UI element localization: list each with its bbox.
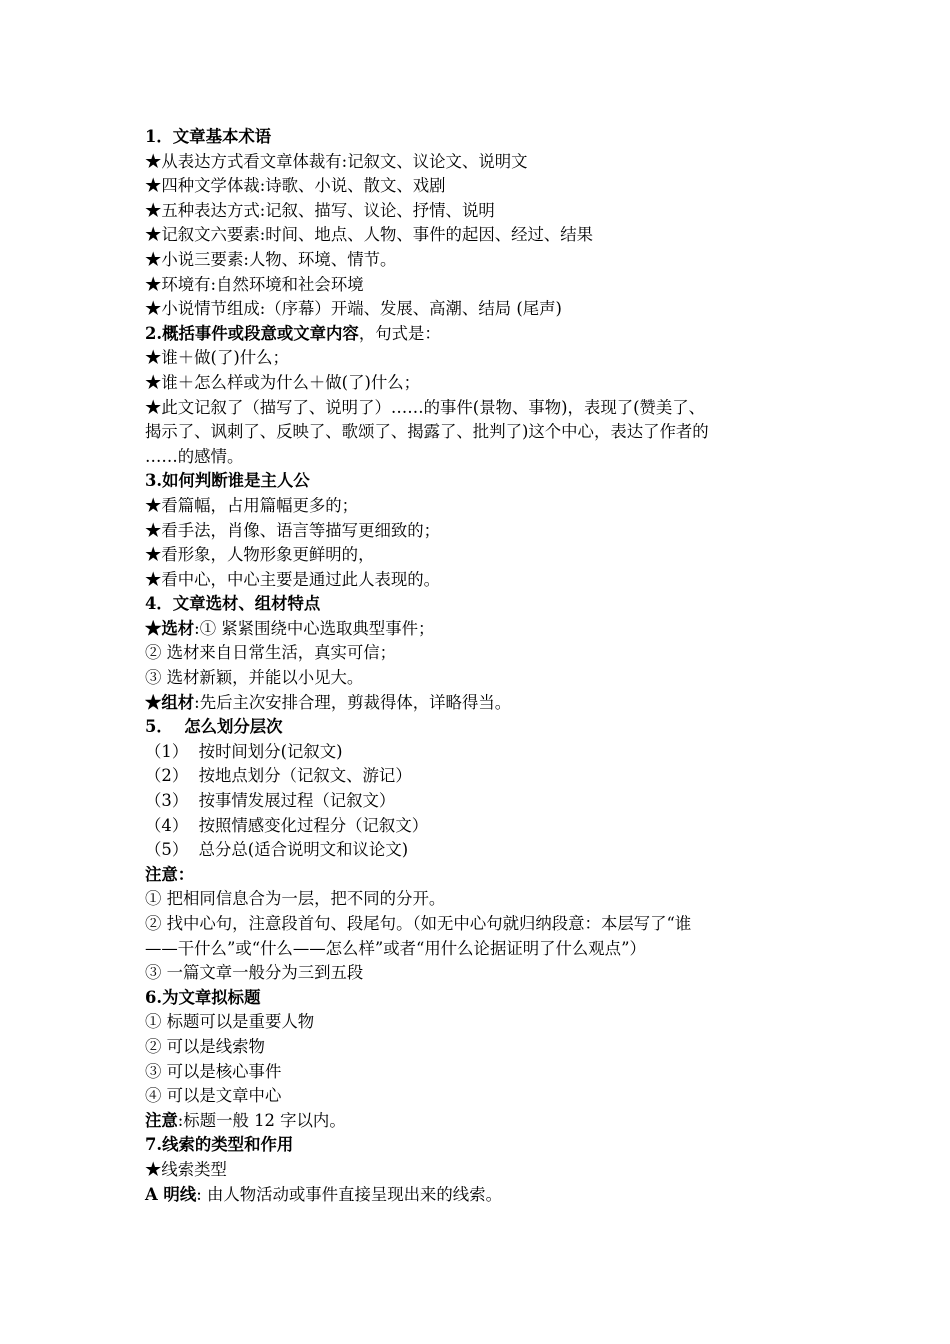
list-item: ④ 可以是文章中心	[145, 1086, 282, 1106]
list-item: （3） 按事情发展过程（记叙文）	[145, 791, 396, 811]
list-item: （2） 按地点划分（记叙文、游记）	[145, 766, 412, 786]
organize-material-line	[145, 691, 825, 716]
list-item: （5） 总分总(适合说明文和议论文)	[145, 840, 409, 860]
section-2-heading	[145, 322, 825, 347]
list-item: ★谁＋做(了)什么；	[145, 348, 289, 368]
organize-material-text: :先后主次安排合理，剪裁得体，详略得当。	[194, 692, 512, 712]
section-4-heading: 4．文章选材、组材特点	[145, 594, 321, 614]
paragraph-line: ★此文记叙了（描写了、说明了）……的事件(景物、事物)，表现了(赞美了、	[145, 397, 706, 417]
paragraph-line: 揭示了、讽刺了、反映了、歌颂了、揭露了、批判了)这个中心，表达了作者的	[145, 422, 709, 442]
section-7-heading: 7.线索的类型和作用	[145, 1135, 294, 1155]
list-item: ① 标题可以是重要人物	[145, 1012, 315, 1032]
explicit-clue-text: : 由人物活动或事件直接呈现出来的线索。	[196, 1184, 502, 1204]
paragraph-line: ……的感情。	[145, 446, 244, 466]
title-note-label: 注意	[145, 1110, 178, 1130]
list-item: ★记叙文六要素:时间、地点、人物、事件的起因、经过、结果	[145, 225, 594, 245]
section-6-heading: 6.为文章拟标题	[145, 987, 261, 1007]
clue-type-subheading: ★线索类型	[145, 1159, 227, 1179]
note-item: ——干什么”或“什么——怎么样”或者“用什么论据证明了什么观点”）	[145, 938, 646, 958]
list-item: ★看中心，中心主要是通过此人表现的。	[145, 569, 441, 589]
list-item: ② 选材来自日常生活，真实可信；	[145, 643, 397, 663]
list-item: （1） 按时间划分(记叙文)	[145, 741, 343, 761]
list-item: ★小说三要素:人物、环境、情节。	[145, 249, 397, 269]
list-item: ③ 可以是核心事件	[145, 1061, 282, 1081]
title-note-line	[145, 1109, 825, 1134]
list-item: ★四种文学体裁:诗歌、小说、散文、戏剧	[145, 176, 446, 196]
list-item: ★看篇幅，占用篇幅更多的；	[145, 495, 359, 515]
list-item: ★五种表达方式:记叙、描写、议论、抒情、说明	[145, 200, 495, 220]
select-material-text: :① 紧紧围绕中心选取典型事件；	[194, 618, 435, 638]
section-1-heading: 1．文章基本术语	[145, 127, 272, 146]
section-2-heading-bold: 2.概括事件或段意或文章内容	[145, 323, 359, 343]
list-item: （4） 按照情感变化过程分（记叙文）	[145, 815, 429, 835]
list-item: ★看手法，肖像、语言等描写更细致的；	[145, 520, 441, 540]
note-label: 注意：	[145, 864, 195, 884]
section-5-heading: 5． 怎么划分层次	[145, 717, 283, 737]
note-item: ② 找中心句，注意段首句、段尾句。（如无中心句就归纳段意：本层写了“谁	[145, 914, 692, 933]
explicit-clue-line	[145, 1183, 825, 1208]
list-item: ★看形象，人物形象更鲜明的，	[145, 545, 375, 565]
note-item: ③ 一篇文章一般分为三到五段	[145, 963, 364, 983]
organize-material-label: ★组材	[145, 692, 195, 712]
select-material-label: ★选材	[145, 618, 195, 638]
list-item: ★小说情节组成:（序幕）开端、发展、高潮、结局 (尾声)	[145, 299, 562, 319]
list-item: ★谁＋怎么样或为什么＋做(了)什么；	[145, 372, 421, 392]
list-item: ② 可以是线索物	[145, 1036, 265, 1056]
section-2-heading-rest: ，句式是：	[358, 323, 441, 343]
note-item: ① 把相同信息合为一层，把不同的分开。	[145, 889, 446, 909]
list-item: ★环境有:自然环境和社会环境	[145, 274, 364, 294]
document-body	[145, 125, 825, 1207]
section-3-heading: 3.如何判断谁是主人公	[145, 471, 310, 491]
list-item: ★从表达方式看文章体裁有:记叙文、议论文、说明文	[145, 151, 528, 171]
select-material-line	[145, 617, 825, 642]
title-note-text: :标题一般 12 字以内。	[177, 1110, 346, 1130]
explicit-clue-label: A 明线	[145, 1184, 197, 1204]
list-item: ③ 选材新颖，并能以小见大。	[145, 668, 364, 688]
